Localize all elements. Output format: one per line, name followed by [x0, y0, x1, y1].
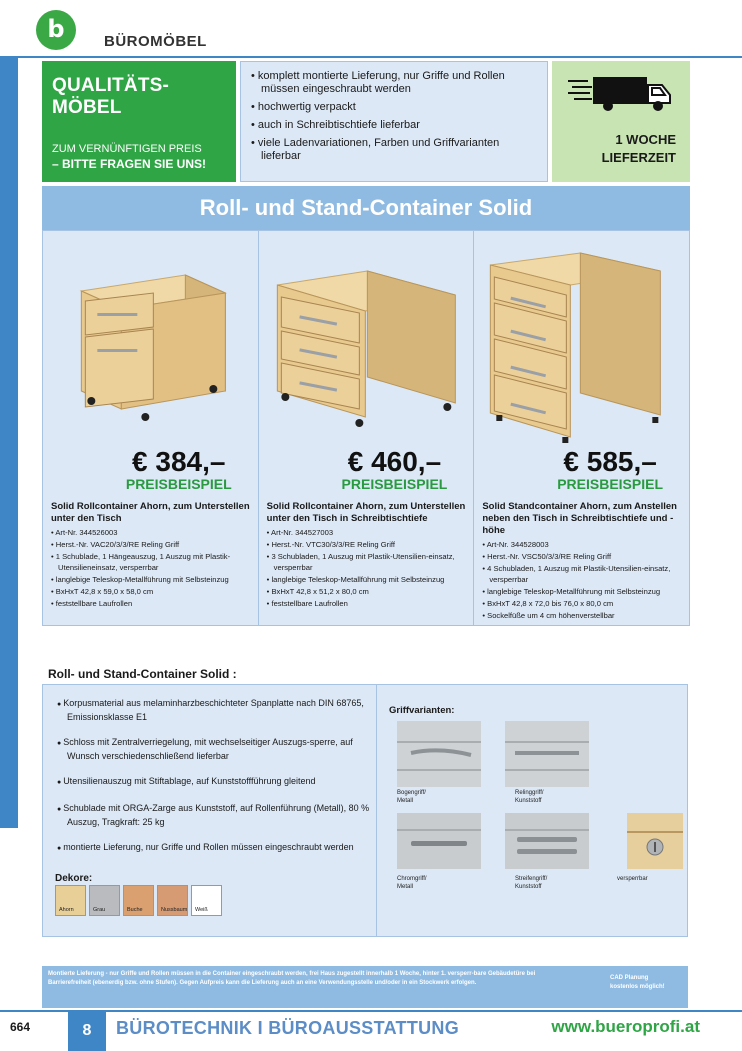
spec-item: ● Schloss mit Zentralverriegelung, mit wechselseitiger Auszugs-sperre, auf Wunsch verschiedenschließend lieferbar [53, 736, 371, 762]
detail-item: • BxHxT 42,8 x 51,2 x 80,0 cm [267, 586, 468, 598]
relinggriff-image [505, 721, 589, 787]
dekore-swatches [55, 885, 222, 916]
delivery-note-band [42, 966, 688, 1008]
spec-item: ● Utensilienauszug mit Stiftablage, auf Kunststoffführung gleitend [53, 775, 371, 789]
product-title: Solid Rollcontainer Ahorn, zum Unterstellen unter den Tisch [51, 501, 250, 524]
detail-item: • Herst.-Nr. VAC20/3/3/RE Reling Griff [51, 539, 252, 551]
delivery-box [552, 61, 690, 182]
product-details [482, 539, 683, 622]
streifengriff-image [505, 813, 589, 869]
detail-item: • Herst.-Nr. VTC30/3/3/RE Reling Griff [267, 539, 468, 551]
product-card[interactable] [474, 231, 689, 625]
detail-item: • 1 Schublade, 1 Hängeauszug, 1 Auszug mit Plastik-Utensilieneinsatz, versperrbar [51, 551, 252, 575]
left-accent-bar [0, 58, 18, 828]
price-amount: € 460,– [347, 446, 442, 477]
detail-item: • Sockelfüße um 4 cm höhenverstellbar [482, 610, 683, 622]
detail-item: • feststellbare Laufrollen [267, 598, 468, 610]
product-grid [42, 230, 690, 626]
standcontainer-image [474, 231, 689, 446]
brand-logo: b [36, 10, 76, 50]
delivery-time: 1 WOCHE LIEFERZEIT [601, 132, 676, 165]
price-label: PREISBEISPIEL [557, 476, 664, 492]
rollcontainer-image [43, 231, 258, 446]
chromgriff-caption: Chromgriff/ Metall [397, 876, 427, 890]
spec-item: ● montierte Lieferung, nur Griffe und Rollen müssen eingeschraubt werden [53, 841, 371, 855]
detail-item: • Art-Nr. 344528003 [482, 539, 683, 551]
product-title: Solid Standcontainer Ahorn, zum Anstellen neben den Tisch in Schreibtischtiefe und -höhe [482, 501, 677, 536]
detail-item: • 4 Schubladen, 1 Auszug mit Plastik-Utensilien-einsatz, versperrbar [482, 563, 683, 587]
detail-item: • langlebige Teleskop-Metallführung mit Selbsteinzug [267, 574, 468, 586]
page-number: 664 [10, 1020, 31, 1034]
feature-item: • hochwertig verpackt [251, 101, 537, 114]
delivery-note: Montierte Lieferung - nur Griffe und Rollen müssen in die Container eingeschraubt werden, frei Haus zugestellt innerhalb 1 Woche, hinter 1. versperr-bare Gebäudetüre bei Barrierefreiheit (ebenerdig bzw. ohne Stufen). Gegen Aufpreis kann die Lieferung auch an eine Verwendungsstelle und/oder in ein Stockwerk erfolgen. [48, 971, 536, 986]
delivery-truck-icon [566, 73, 676, 113]
swatch-grau[interactable]: Grau [89, 885, 120, 916]
quality-subtitle-ask: – BITTE FRAGEN SIE UNS! [52, 157, 207, 171]
bogengriff-caption: Bogengriff/ Metall [397, 790, 426, 804]
dekore-label: Dekore: [55, 873, 93, 884]
detail-item: • langlebige Teleskop-Metallführung mit Selbsteinzug [51, 574, 252, 586]
spec-item: ● Schublade mit ORGA-Zarge aus Kunststoff, auf Rollenführung (Metall), 80 % Auszug, Tragkraft: 25 kg [53, 802, 371, 828]
price-block [126, 446, 232, 492]
streifengriff-caption: Streifengriff/ Kunststoff [515, 876, 548, 890]
spec-list [53, 697, 371, 855]
chapter-number: 8 [68, 1010, 106, 1051]
detail-item: • Art-Nr. 344527003 [267, 527, 468, 539]
product-card[interactable] [259, 231, 475, 625]
swatch-buche[interactable]: Buche [123, 885, 154, 916]
rollcontainer-deep-image [259, 231, 474, 446]
footer-divider [0, 1010, 742, 1012]
detail-item: • BxHxT 42,8 x 72,0 bis 76,0 x 80,0 cm [482, 598, 683, 610]
detail-item: • Herst.-Nr. VSC50/3/3/RE Reling Griff [482, 551, 683, 563]
quality-title: QUALITÄTS-MÖBEL [52, 75, 170, 118]
price-label: PREISBEISPIEL [341, 476, 448, 492]
page-header [0, 0, 742, 58]
feature-item: • viele Ladenvariationen, Farben und Griffvarianten lieferbar [251, 137, 537, 163]
website-link[interactable]: www.bueroprofi.at [551, 1017, 700, 1036]
product-info [482, 501, 683, 622]
swatch-ahorn[interactable]: Ahorn [55, 885, 86, 916]
detail-item: • feststellbare Laufrollen [51, 598, 252, 610]
handle-variants-column [376, 685, 688, 936]
spec-item: ● Korpusmaterial aus melaminharzbeschichteter Spanplatte nach DIN 68765, Emissionsklasse E1 [53, 697, 371, 723]
features-box [240, 61, 548, 182]
product-info [267, 501, 468, 610]
cad-note: CAD Planung kostenlos möglich! [610, 975, 665, 990]
chapter-title: BÜROTECHNIK I BÜROAUSSTATTUNG [116, 1018, 460, 1038]
price-amount: € 384,– [132, 446, 226, 477]
swatch-nussbaum[interactable]: Nussbaum [157, 885, 188, 916]
product-title: Solid Rollcontainer Ahorn, zum Unterstellen unter den Tisch in Schreibtischtiefe [266, 501, 466, 524]
quality-box [42, 61, 236, 182]
feature-item: • auch in Schreibtischtiefe lieferbar [251, 119, 537, 132]
spec-box [42, 684, 688, 937]
quality-subtitle: ZUM VERNÜNFTIGEN PREIS [52, 143, 202, 155]
price-label: PREISBEISPIEL [125, 476, 232, 492]
product-details [51, 527, 252, 610]
chromgriff-image [397, 813, 481, 869]
spec-title: Roll- und Stand-Container Solid : [48, 667, 237, 681]
lock-caption: versperrbar [617, 876, 648, 882]
category-title: BÜROMÖBEL [104, 33, 207, 50]
detail-item: • BxHxT 42,8 x 59,0 x 58,0 cm [51, 586, 252, 598]
spec-list-column [53, 697, 371, 868]
detail-item: • 3 Schubladen, 1 Auszug mit Plastik-Utensilien-einsatz, versperrbar [267, 551, 468, 575]
product-card[interactable] [43, 231, 259, 625]
feature-item: • komplett montierte Lieferung, nur Griffe und Rollen müssen eingeschraubt werden [251, 70, 537, 96]
price-block [557, 446, 663, 492]
swatch-weiss[interactable]: Weiß [191, 885, 222, 916]
price-amount: € 585,– [563, 446, 657, 477]
features-list [251, 70, 537, 163]
detail-item: • Art-Nr. 344526003 [51, 527, 252, 539]
bogengriff-image [397, 721, 481, 787]
relinggriff-caption: Relinggriff/ Kunststoff [515, 790, 544, 804]
price-block [342, 446, 448, 492]
section-heading-band [42, 186, 690, 230]
product-details [267, 527, 468, 610]
product-info [51, 501, 252, 610]
handle-variants-title: Griffvarianten: [389, 705, 455, 716]
lock-image [627, 813, 683, 869]
detail-item: • langlebige Teleskop-Metallführung mit Selbsteinzug [482, 586, 683, 598]
section-title: Roll- und Stand-Container Solid [199, 195, 533, 220]
